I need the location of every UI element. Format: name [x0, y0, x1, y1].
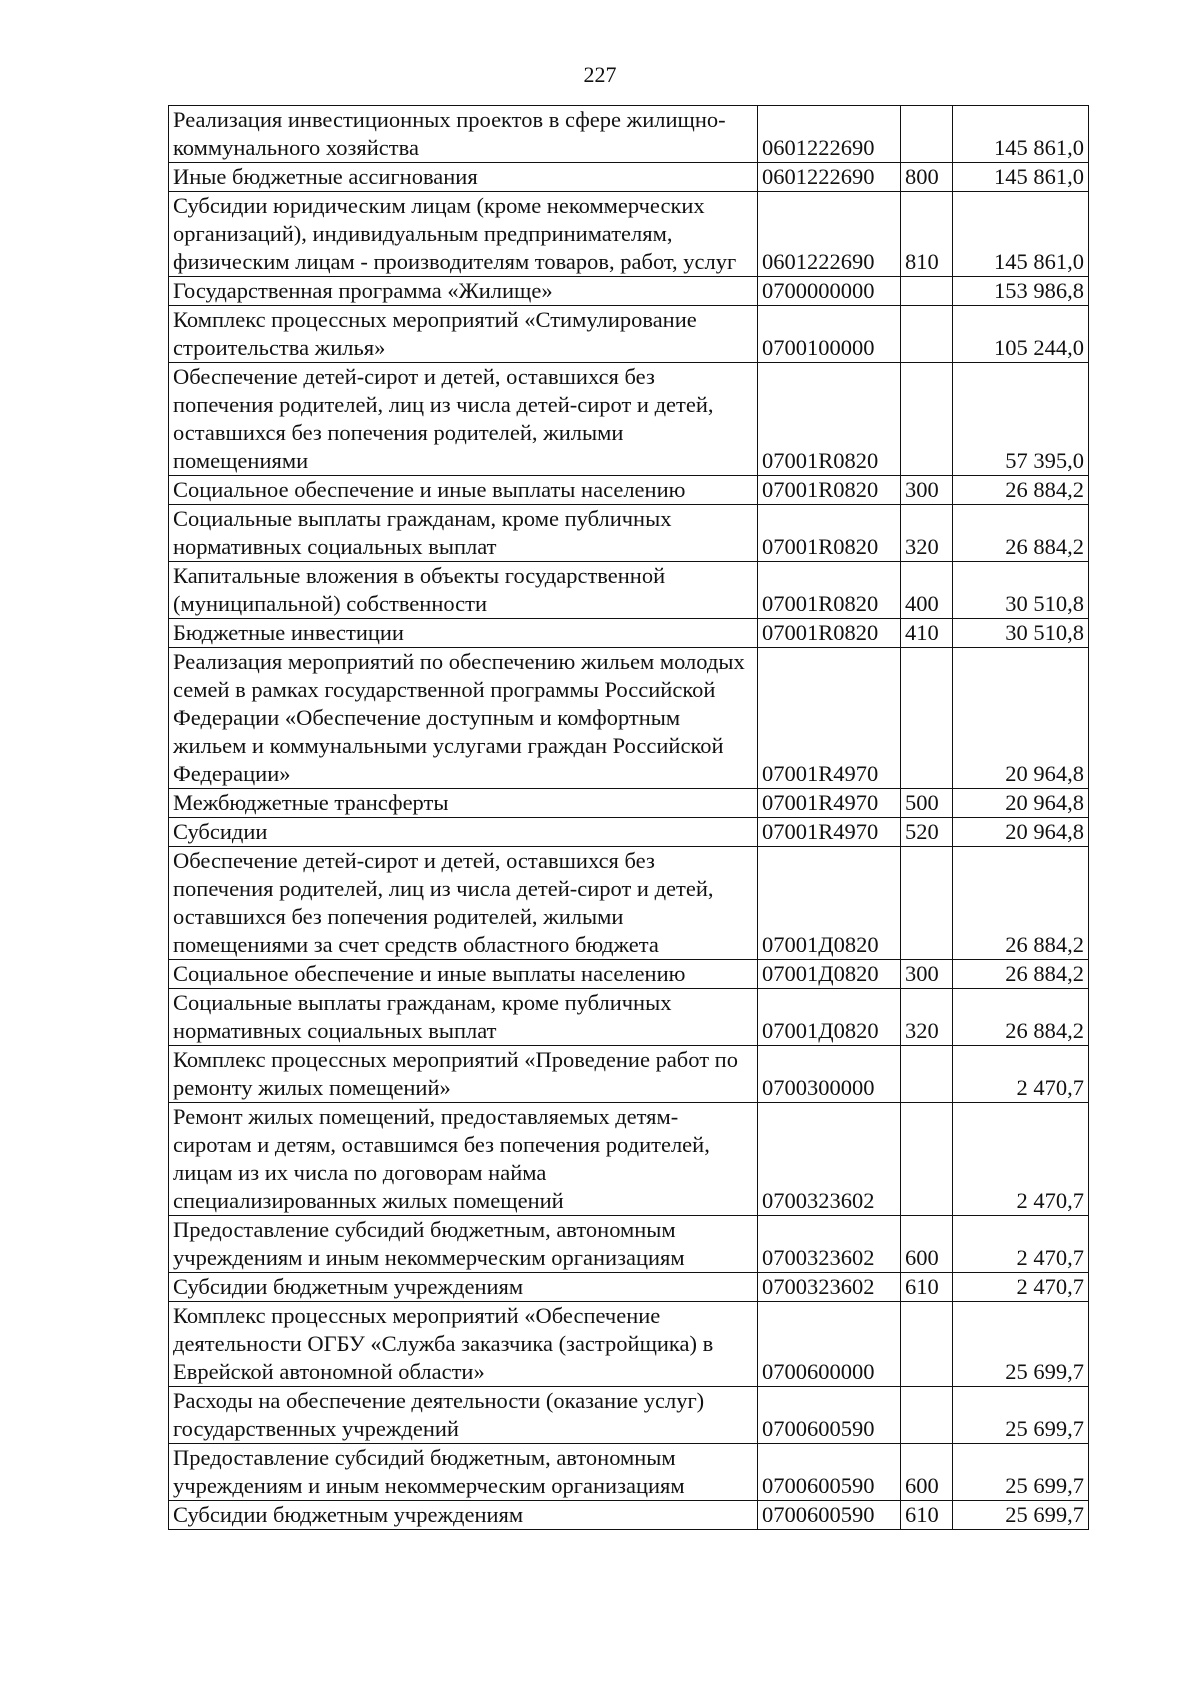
row-code-cell: 07001R0820: [758, 363, 901, 476]
row-expense-type-cell: 400: [901, 562, 953, 619]
row-code-cell: 07001R0820: [758, 619, 901, 648]
row-name-cell: Реализация инвестиционных проектов в сфере жилищно-коммунального хозяйства: [169, 106, 758, 163]
row-code-cell: 0700100000: [758, 306, 901, 363]
row-name-cell: Комплекс процессных мероприятий «Проведение работ по ремонту жилых помещений»: [169, 1046, 758, 1103]
row-code-cell: 0700600000: [758, 1302, 901, 1387]
row-name-cell: Субсидии бюджетным учреждениям: [169, 1501, 758, 1530]
table-row: [169, 1444, 1089, 1501]
row-code-cell: 07001Д0820: [758, 847, 901, 960]
row-name-cell: Обеспечение детей-сирот и детей, оставшихся без попечения родителей, лиц из числа детей-сирот и детей, оставшихся без попечения родителей, жилыми помещениями: [169, 363, 758, 476]
table-row: [169, 818, 1089, 847]
row-amount-cell: 145 861,0: [953, 106, 1089, 163]
row-code-cell: 0700600590: [758, 1444, 901, 1501]
row-amount-cell: 20 964,8: [953, 789, 1089, 818]
table-row: [169, 505, 1089, 562]
row-name-cell: Социальные выплаты гражданам, кроме публичных нормативных социальных выплат: [169, 505, 758, 562]
row-expense-type-cell: [901, 1387, 953, 1444]
table-row: [169, 1273, 1089, 1302]
row-expense-type-cell: [901, 648, 953, 789]
row-code-cell: 0700300000: [758, 1046, 901, 1103]
budget-table-body: [169, 106, 1089, 1530]
row-code-cell: 0700600590: [758, 1387, 901, 1444]
row-code-cell: 0700323602: [758, 1216, 901, 1273]
row-name-cell: Расходы на обеспечение деятельности (оказание услуг) государственных учреждений: [169, 1387, 758, 1444]
row-name-cell: Капитальные вложения в объекты государственной (муниципальной) собственности: [169, 562, 758, 619]
table-row: [169, 476, 1089, 505]
table-row: [169, 619, 1089, 648]
row-amount-cell: 2 470,7: [953, 1103, 1089, 1216]
row-code-cell: 07001R0820: [758, 476, 901, 505]
row-expense-type-cell: [901, 106, 953, 163]
row-expense-type-cell: 610: [901, 1501, 953, 1530]
row-code-cell: 07001R4970: [758, 648, 901, 789]
row-expense-type-cell: 300: [901, 960, 953, 989]
table-row: [169, 277, 1089, 306]
row-expense-type-cell: [901, 306, 953, 363]
page-number: 227: [583, 62, 617, 87]
budget-table: [168, 105, 1089, 1530]
row-amount-cell: 25 699,7: [953, 1501, 1089, 1530]
row-expense-type-cell: [901, 1046, 953, 1103]
row-expense-type-cell: [901, 1103, 953, 1216]
row-name-cell: Социальные выплаты гражданам, кроме публичных нормативных социальных выплат: [169, 989, 758, 1046]
table-row: [169, 648, 1089, 789]
row-amount-cell: 26 884,2: [953, 505, 1089, 562]
table-row: [169, 989, 1089, 1046]
row-code-cell: 0700000000: [758, 277, 901, 306]
row-code-cell: 0601222690: [758, 106, 901, 163]
table-row: [169, 1387, 1089, 1444]
table-row: [169, 1103, 1089, 1216]
row-name-cell: Обеспечение детей-сирот и детей, оставшихся без попечения родителей, лиц из числа детей-сирот и детей, оставшихся без попечения родителей, жилыми помещениями за счет средств областного бюджета: [169, 847, 758, 960]
row-name-cell: Предоставление субсидий бюджетным, автономным учреждениям и иным некоммерческим организациям: [169, 1216, 758, 1273]
row-amount-cell: 26 884,2: [953, 476, 1089, 505]
row-amount-cell: 57 395,0: [953, 363, 1089, 476]
row-name-cell: Государственная программа «Жилище»: [169, 277, 758, 306]
row-name-cell: Социальное обеспечение и иные выплаты населению: [169, 960, 758, 989]
row-name-cell: Социальное обеспечение и иные выплаты населению: [169, 476, 758, 505]
row-name-cell: Реализация мероприятий по обеспечению жильем молодых семей в рамках государственной программы Российской Федерации «Обеспечение доступным и комфортным жильем и коммунальными услугами граждан Российской Федерации»: [169, 648, 758, 789]
table-row: [169, 1046, 1089, 1103]
row-code-cell: 0700600590: [758, 1501, 901, 1530]
row-name-cell: Комплекс процессных мероприятий «Стимулирование строительства жилья»: [169, 306, 758, 363]
table-row: [169, 192, 1089, 277]
table-row: [169, 960, 1089, 989]
row-amount-cell: 20 964,8: [953, 648, 1089, 789]
row-name-cell: Комплекс процессных мероприятий «Обеспечение деятельности ОГБУ «Служба заказчика (застройщика) в Еврейской автономной области»: [169, 1302, 758, 1387]
row-amount-cell: 2 470,7: [953, 1273, 1089, 1302]
row-code-cell: 07001Д0820: [758, 960, 901, 989]
row-amount-cell: 26 884,2: [953, 847, 1089, 960]
row-code-cell: 07001R0820: [758, 505, 901, 562]
row-expense-type-cell: 610: [901, 1273, 953, 1302]
row-name-cell: Межбюджетные трансферты: [169, 789, 758, 818]
row-expense-type-cell: [901, 847, 953, 960]
row-code-cell: 07001Д0820: [758, 989, 901, 1046]
row-amount-cell: 153 986,8: [953, 277, 1089, 306]
row-name-cell: Субсидии: [169, 818, 758, 847]
row-name-cell: Иные бюджетные ассигнования: [169, 163, 758, 192]
row-amount-cell: 145 861,0: [953, 192, 1089, 277]
row-expense-type-cell: [901, 363, 953, 476]
row-code-cell: 07001R0820: [758, 562, 901, 619]
table-row: [169, 163, 1089, 192]
table-row: [169, 106, 1089, 163]
row-name-cell: Субсидии бюджетным учреждениям: [169, 1273, 758, 1302]
row-name-cell: Бюджетные инвестиции: [169, 619, 758, 648]
row-expense-type-cell: [901, 1302, 953, 1387]
table-row: [169, 847, 1089, 960]
table-row: [169, 306, 1089, 363]
row-expense-type-cell: 600: [901, 1444, 953, 1501]
row-amount-cell: 25 699,7: [953, 1444, 1089, 1501]
row-amount-cell: 20 964,8: [953, 818, 1089, 847]
row-amount-cell: 145 861,0: [953, 163, 1089, 192]
row-code-cell: 0601222690: [758, 192, 901, 277]
row-code-cell: 07001R4970: [758, 818, 901, 847]
row-expense-type-cell: 410: [901, 619, 953, 648]
table-row: [169, 363, 1089, 476]
row-code-cell: 0700323602: [758, 1273, 901, 1302]
row-amount-cell: 26 884,2: [953, 960, 1089, 989]
table-row: [169, 1501, 1089, 1530]
row-amount-cell: 105 244,0: [953, 306, 1089, 363]
row-name-cell: Ремонт жилых помещений, предоставляемых детям-сиротам и детям, оставшимся без попечения родителей, лицам из их числа по договорам найма специализированных жилых помещений: [169, 1103, 758, 1216]
row-amount-cell: 2 470,7: [953, 1216, 1089, 1273]
table-row: [169, 789, 1089, 818]
row-name-cell: Субсидии юридическим лицам (кроме некоммерческих организаций), индивидуальным предпринимателям, физическим лицам - производителям товаров, работ, услуг: [169, 192, 758, 277]
row-expense-type-cell: 520: [901, 818, 953, 847]
row-amount-cell: 25 699,7: [953, 1387, 1089, 1444]
row-expense-type-cell: 800: [901, 163, 953, 192]
row-expense-type-cell: 300: [901, 476, 953, 505]
row-amount-cell: 30 510,8: [953, 562, 1089, 619]
row-name-cell: Предоставление субсидий бюджетным, автономным учреждениям и иным некоммерческим организациям: [169, 1444, 758, 1501]
row-code-cell: 0700323602: [758, 1103, 901, 1216]
table-row: [169, 1216, 1089, 1273]
table-row: [169, 562, 1089, 619]
row-expense-type-cell: 600: [901, 1216, 953, 1273]
row-expense-type-cell: [901, 277, 953, 306]
row-amount-cell: 30 510,8: [953, 619, 1089, 648]
row-code-cell: 0601222690: [758, 163, 901, 192]
row-expense-type-cell: 320: [901, 989, 953, 1046]
row-amount-cell: 2 470,7: [953, 1046, 1089, 1103]
row-code-cell: 07001R4970: [758, 789, 901, 818]
row-expense-type-cell: 810: [901, 192, 953, 277]
row-amount-cell: 25 699,7: [953, 1302, 1089, 1387]
row-expense-type-cell: 500: [901, 789, 953, 818]
table-row: [169, 1302, 1089, 1387]
row-expense-type-cell: 320: [901, 505, 953, 562]
row-amount-cell: 26 884,2: [953, 989, 1089, 1046]
